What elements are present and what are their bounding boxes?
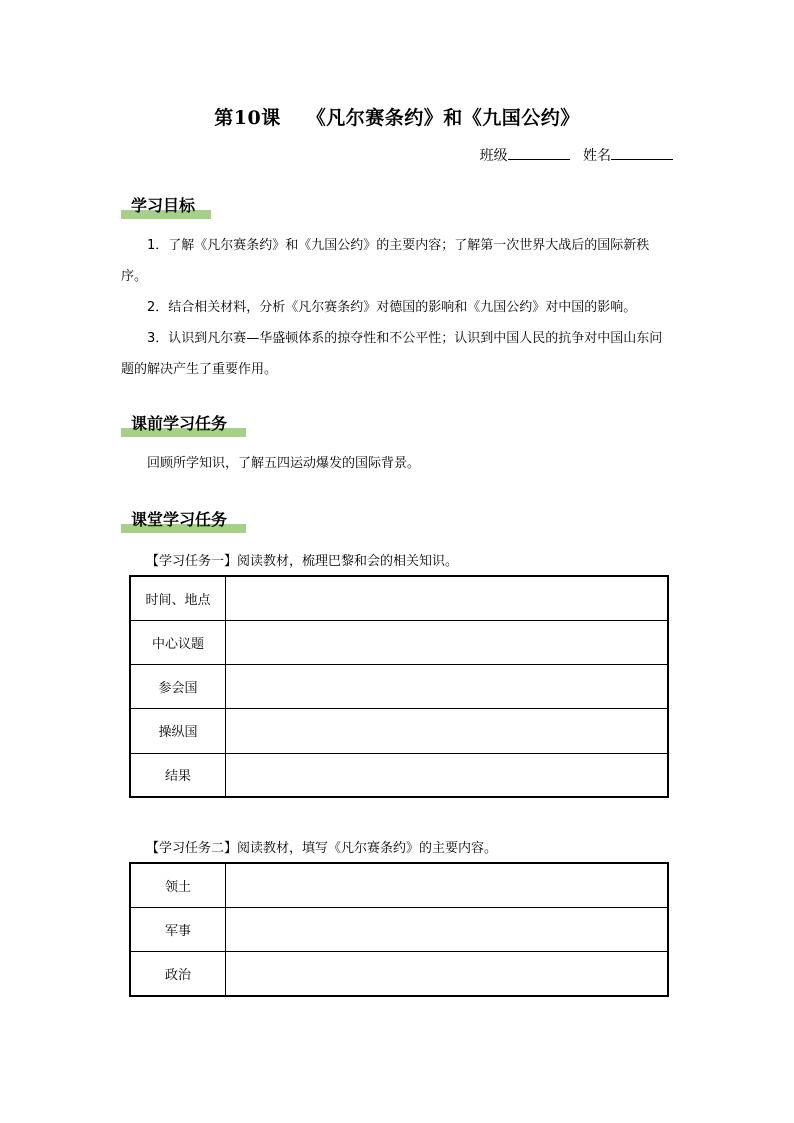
answer-cell[interactable] <box>226 863 669 907</box>
answer-cell[interactable] <box>226 664 669 708</box>
answer-cell[interactable] <box>226 753 669 797</box>
pre-class-text <box>121 448 675 479</box>
table-row <box>130 576 668 620</box>
answer-cell[interactable] <box>226 620 669 664</box>
lesson-name: 《凡尔赛条约》和《九国公约》 <box>306 107 580 129</box>
table-row <box>130 951 668 996</box>
answer-cell[interactable] <box>226 951 669 996</box>
row-label: 结果 <box>130 753 226 797</box>
objectives-list <box>121 230 675 385</box>
row-label: 时间、地点 <box>130 576 226 620</box>
section-objectives <box>121 186 211 219</box>
row-label: 军事 <box>130 907 226 951</box>
class-label: 班级 <box>479 148 508 164</box>
table-row <box>130 907 668 951</box>
name-blank[interactable] <box>611 145 673 160</box>
row-label: 参会国 <box>130 664 226 708</box>
table-row <box>130 863 668 907</box>
task2-caption: 【学习任务二】阅读教材，填写《凡尔赛条约》的主要内容。 <box>146 841 498 856</box>
section-title: 课堂学习任务 <box>131 510 228 529</box>
section-title: 学习目标 <box>131 196 196 215</box>
row-label: 领土 <box>130 863 226 907</box>
section-title: 课前学习任务 <box>131 414 228 433</box>
page-title <box>0 103 794 130</box>
name-label: 姓名 <box>583 148 611 164</box>
table-row <box>130 620 668 664</box>
table-row <box>130 708 668 753</box>
section-in-class <box>121 500 246 533</box>
section-pre-class <box>121 404 246 437</box>
task1-table <box>129 575 669 798</box>
answer-cell[interactable] <box>226 907 669 951</box>
answer-cell[interactable] <box>226 576 669 620</box>
lesson-number: 第10课 <box>214 107 281 129</box>
row-label: 政治 <box>130 951 226 996</box>
objective-item: 2．结合相关材料，分析《凡尔赛条约》对德国的影响和《九国公约》对中国的影响。 <box>147 300 637 315</box>
table-row <box>130 753 668 797</box>
objective-item: 3．认识到凡尔赛—华盛顿体系的掠夺性和不公平性；认识到中国人民的抗争对中国山东问题的解决产生了重要作用。 <box>121 331 663 377</box>
objective-item: 1．了解《凡尔赛条约》和《九国公约》的主要内容；了解第一次世界大战后的国际新秩序。 <box>121 238 650 284</box>
answer-cell[interactable] <box>226 708 669 753</box>
row-label: 操纵国 <box>130 708 226 753</box>
class-blank[interactable] <box>508 145 570 160</box>
row-label: 中心议题 <box>130 620 226 664</box>
student-info <box>480 145 673 165</box>
task1-caption: 【学习任务一】阅读教材，梳理巴黎和会的相关知识。 <box>146 554 459 569</box>
task2-table <box>129 862 669 997</box>
pre-class-task: 回顾所学知识，了解五四运动爆发的国际背景。 <box>147 456 421 471</box>
table-row <box>130 664 668 708</box>
